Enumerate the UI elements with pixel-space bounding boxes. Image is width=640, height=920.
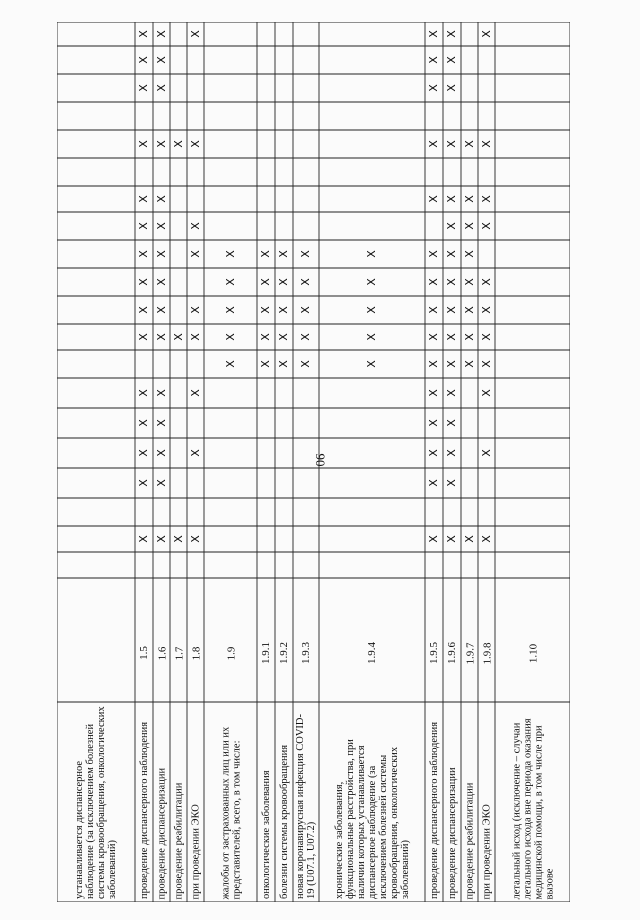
cross-mark: Х bbox=[427, 479, 440, 487]
cross-mark: Х bbox=[427, 278, 440, 286]
cross-mark: Х bbox=[365, 278, 378, 286]
cross-mark: Х bbox=[259, 278, 272, 286]
cross-mark: Х bbox=[154, 419, 168, 427]
cross-mark: Х bbox=[223, 306, 237, 314]
cross-mark: Х bbox=[365, 360, 378, 368]
cross-mark: Х bbox=[445, 360, 458, 368]
cross-mark: Х bbox=[427, 333, 440, 341]
page-number: 90 bbox=[313, 453, 328, 467]
cross-mark: Х bbox=[154, 56, 168, 64]
cross-mark: Х bbox=[154, 250, 168, 258]
row-label bbox=[425, 702, 443, 902]
cross-mark: Х bbox=[445, 389, 458, 397]
row-label-text: проведение диспансеризации bbox=[446, 767, 458, 899]
cross-mark: Х bbox=[154, 389, 168, 397]
cross-mark: Х bbox=[137, 84, 150, 92]
row-label-text: онкологические заболевания bbox=[260, 770, 272, 899]
cross-mark: Х bbox=[137, 30, 150, 38]
cross-mark: Х bbox=[223, 278, 237, 286]
cross-mark: Х bbox=[137, 278, 150, 286]
cross-mark: Х bbox=[137, 250, 150, 258]
cross-mark: Х bbox=[188, 30, 202, 38]
cross-mark: Х bbox=[154, 306, 168, 314]
row-code: 1.9.6 bbox=[446, 642, 458, 664]
cross-mark: Х bbox=[171, 535, 185, 543]
cross-mark: Х bbox=[427, 449, 440, 457]
row-label bbox=[204, 702, 257, 902]
cross-mark: Х bbox=[259, 333, 272, 341]
row-code: 1.9.8 bbox=[480, 642, 493, 664]
cross-mark: Х bbox=[479, 535, 493, 543]
cross-mark: Х bbox=[137, 333, 150, 341]
cross-mark: Х bbox=[277, 306, 290, 314]
cross-mark: Х bbox=[154, 195, 168, 203]
row-code: 1.6 bbox=[155, 646, 168, 660]
row-code: 1.9 bbox=[224, 646, 237, 660]
cross-mark: Х bbox=[445, 333, 458, 341]
cross-mark: Х bbox=[299, 333, 312, 341]
row-code: 1.5 bbox=[138, 646, 150, 660]
cross-mark: Х bbox=[479, 360, 493, 368]
cross-mark: Х bbox=[462, 535, 476, 543]
cross-mark: Х bbox=[445, 306, 458, 314]
cross-mark: Х bbox=[427, 306, 440, 314]
cross-mark: Х bbox=[188, 250, 202, 258]
cross-mark: Х bbox=[445, 56, 458, 64]
row-code: 1.9.4 bbox=[366, 642, 378, 664]
cross-mark: Х bbox=[154, 333, 168, 341]
cross-mark: Х bbox=[445, 84, 458, 92]
row-label-text: летальный исход (исключение – случаи летального исхода вне периода оказания медицинской помощи, в том числе при вызове bbox=[510, 717, 555, 899]
cross-mark: Х bbox=[445, 278, 458, 286]
cross-mark: Х bbox=[137, 389, 150, 397]
row-label-text: болезни системы кровообращения bbox=[278, 744, 290, 899]
cross-mark: Х bbox=[462, 306, 476, 314]
row-label-text: при проведении ЭКО bbox=[481, 803, 492, 899]
cross-mark: Х bbox=[445, 140, 458, 148]
row-code: 1.10 bbox=[526, 643, 539, 663]
cross-mark: Х bbox=[223, 360, 237, 368]
cross-mark: Х bbox=[259, 306, 272, 314]
cross-mark: Х bbox=[137, 222, 150, 230]
cross-mark: Х bbox=[427, 535, 440, 543]
row-label bbox=[495, 702, 570, 902]
row-label-text: новая коронавирусная инфекция COVID-19 (U07.1, U07.2) bbox=[295, 714, 317, 899]
cross-mark: Х bbox=[479, 140, 493, 148]
cross-mark: Х bbox=[462, 140, 476, 148]
cross-mark: Х bbox=[427, 140, 440, 148]
cross-mark: Х bbox=[188, 140, 202, 148]
cross-mark: Х bbox=[154, 449, 168, 457]
cross-mark: Х bbox=[462, 222, 476, 230]
row-label bbox=[319, 702, 425, 902]
cross-mark: Х bbox=[299, 306, 312, 314]
cross-mark: Х bbox=[479, 449, 493, 457]
cross-mark: Х bbox=[299, 250, 312, 258]
row-label bbox=[135, 702, 153, 902]
cross-mark: Х bbox=[427, 84, 440, 92]
cross-mark: Х bbox=[462, 360, 476, 368]
cross-mark: Х bbox=[479, 222, 493, 230]
cross-mark: Х bbox=[154, 84, 168, 92]
cross-mark: Х bbox=[445, 479, 458, 487]
cross-mark: Х bbox=[445, 195, 458, 203]
row-label-text: проведение диспансерного наблюдения bbox=[428, 721, 440, 899]
cross-mark: Х bbox=[479, 333, 493, 341]
cross-mark: Х bbox=[445, 535, 458, 543]
cross-mark: Х bbox=[427, 389, 440, 397]
cross-mark: Х bbox=[154, 479, 168, 487]
cross-mark: Х bbox=[445, 449, 458, 457]
cross-mark: Х bbox=[479, 278, 493, 286]
row-label bbox=[293, 702, 319, 902]
cross-mark: Х bbox=[137, 140, 150, 148]
cross-mark: Х bbox=[154, 535, 168, 543]
row-code: 1.9.3 bbox=[300, 642, 312, 664]
cross-mark: Х bbox=[171, 333, 185, 341]
row-label bbox=[153, 702, 170, 902]
cross-mark: Х bbox=[137, 195, 150, 203]
row-label bbox=[275, 702, 293, 902]
cross-mark: Х bbox=[462, 278, 476, 286]
cross-mark: Х bbox=[445, 419, 458, 427]
row-label bbox=[187, 702, 204, 902]
row-code: 1.9.2 bbox=[278, 642, 290, 664]
cross-mark: Х bbox=[188, 535, 202, 543]
cross-mark: Х bbox=[154, 140, 168, 148]
row-label-text: хронические заболевания, функциональные расстройства, при наличии которых устанавливается диспансерное наблюдение (за исключением болезней системы кровообращения, онкологических заболеваний) bbox=[333, 739, 411, 899]
cross-mark: Х bbox=[259, 360, 272, 368]
row-label bbox=[443, 702, 461, 902]
cross-mark: Х bbox=[479, 30, 493, 38]
cross-mark: Х bbox=[445, 30, 458, 38]
cross-mark: Х bbox=[188, 449, 202, 457]
row-label-text: устанавливается диспансерное наблюдение (за исключением болезней системы кровообращения, онкологических заболеваний) bbox=[74, 706, 118, 899]
cross-mark: Х bbox=[427, 360, 440, 368]
row-label bbox=[257, 702, 275, 902]
cross-mark: Х bbox=[188, 333, 202, 341]
cross-mark: Х bbox=[137, 419, 150, 427]
cross-mark: Х bbox=[479, 306, 493, 314]
cross-mark: Х bbox=[445, 250, 458, 258]
row-code: 1.9.7 bbox=[463, 642, 476, 664]
cross-mark: Х bbox=[427, 250, 440, 258]
cross-mark: Х bbox=[223, 250, 237, 258]
cross-mark: Х bbox=[277, 360, 290, 368]
cross-mark: Х bbox=[154, 222, 168, 230]
cross-mark: Х bbox=[137, 449, 150, 457]
cross-mark: Х bbox=[299, 360, 312, 368]
cross-mark: Х bbox=[137, 306, 150, 314]
row-label-text: проведение реабилитации bbox=[464, 782, 475, 899]
cross-mark: Х bbox=[479, 389, 493, 397]
row-label bbox=[170, 702, 187, 902]
cross-mark: Х bbox=[427, 56, 440, 64]
row-code: 1.9.5 bbox=[428, 642, 440, 664]
cross-mark: Х bbox=[154, 30, 168, 38]
cross-mark: Х bbox=[259, 250, 272, 258]
cross-mark: Х bbox=[277, 250, 290, 258]
cross-mark: Х bbox=[154, 278, 168, 286]
cross-mark: Х bbox=[365, 306, 378, 314]
cross-mark: Х bbox=[188, 306, 202, 314]
row-label-text: проведение реабилитации bbox=[173, 782, 184, 899]
cross-mark: Х bbox=[277, 278, 290, 286]
cross-mark: Х bbox=[137, 479, 150, 487]
cross-mark: Х bbox=[365, 333, 378, 341]
row-label-text: проведение диспансерного наблюдения bbox=[138, 721, 150, 899]
cross-mark: Х bbox=[188, 389, 202, 397]
rotated-table bbox=[57, 22, 570, 902]
cross-mark: Х bbox=[277, 333, 290, 341]
row-label-text: проведение диспансеризации bbox=[156, 767, 167, 899]
row-code: 1.7 bbox=[172, 646, 185, 660]
row-label-text: при проведении ЭКО bbox=[190, 803, 201, 899]
cross-mark: Х bbox=[171, 140, 185, 148]
row-code: 1.8 bbox=[189, 646, 202, 660]
cross-mark: Х bbox=[137, 535, 150, 543]
row-label bbox=[478, 702, 495, 902]
row-label-text: жалобы от застрахованных лиц или их представителей, всего, в том числе: bbox=[219, 726, 242, 899]
cross-mark: Х bbox=[462, 333, 476, 341]
cross-mark: Х bbox=[427, 195, 440, 203]
cross-mark: Х bbox=[299, 278, 312, 286]
cross-mark: Х bbox=[427, 30, 440, 38]
row-code: 1.9.1 bbox=[260, 642, 272, 664]
cross-mark: Х bbox=[365, 250, 378, 258]
row-label bbox=[461, 702, 478, 902]
cross-mark: Х bbox=[445, 222, 458, 230]
row-label bbox=[57, 702, 135, 902]
cross-mark: Х bbox=[462, 250, 476, 258]
cross-mark: Х bbox=[223, 333, 237, 341]
cross-mark: Х bbox=[462, 195, 476, 203]
cross-mark: Х bbox=[137, 56, 150, 64]
cross-mark: Х bbox=[188, 222, 202, 230]
cross-mark: Х bbox=[427, 419, 440, 427]
cross-mark: Х bbox=[479, 195, 493, 203]
